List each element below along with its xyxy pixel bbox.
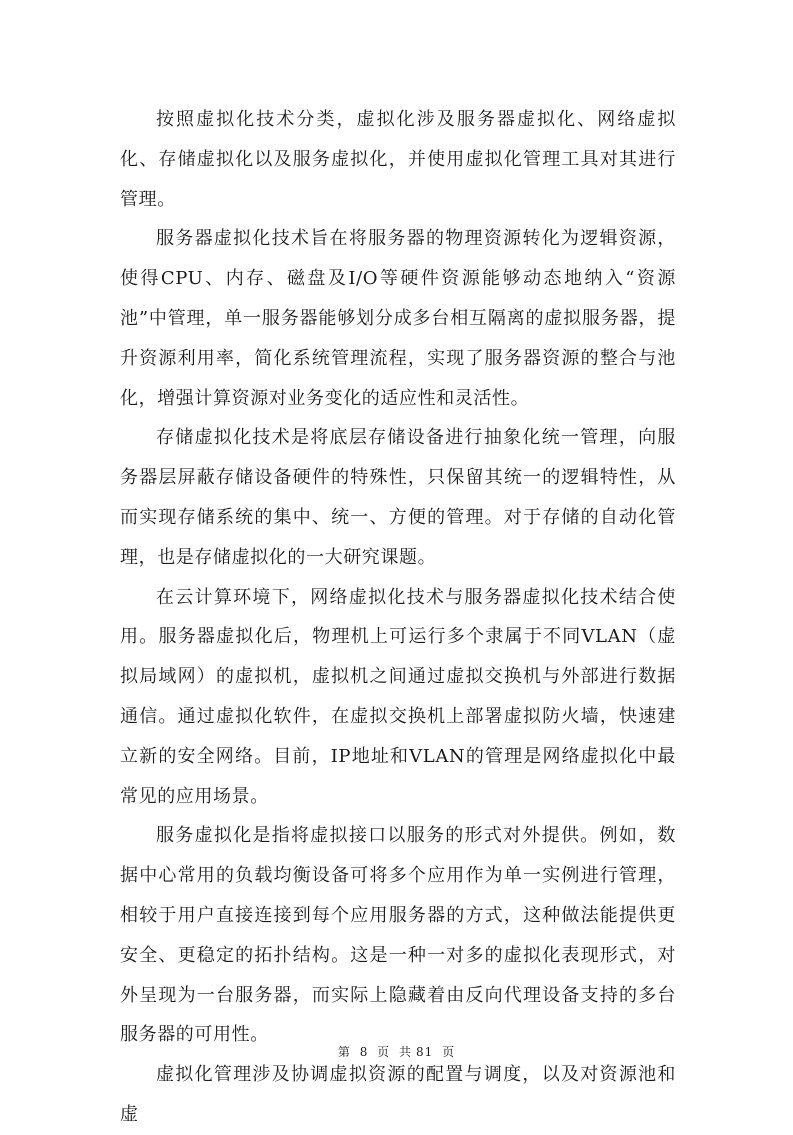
footer-prefix: 第 bbox=[337, 1045, 351, 1059]
footer-suffix: 页 bbox=[442, 1045, 456, 1059]
paragraph-4: 在云计算环境下，网络虚拟化技术与服务器虚拟化技术结合使用。服务器虚拟化后，物理机上可运行多个隶属于不同VLAN（虚拟局域网）的虚拟机，虚拟机之间通过虚拟交换机与外部进行数据通信。通过虚拟化软件，在虚拟交换机上部署虚拟防火墙，快速建立新的安全网络。目前，IP地址和VLAN的管理是网络虚拟化中最常见的应用场景。 bbox=[120, 586, 676, 807]
footer-current-page: 8 bbox=[359, 1045, 369, 1059]
footer-page-word: 页 bbox=[377, 1045, 391, 1059]
paragraph-3: 存储虚拟化技术是将底层存储设备进行抽象化统一管理，向服务器层屏蔽存储设备硬件的特殊性，只保留其统一的逻辑特性，从而实现存储系统的集中、统一、方便的管理。对于存储的自动化管理，也是存储虚拟化的一大研究课题。 bbox=[120, 427, 676, 568]
paragraph-2: 服务器虚拟化技术旨在将服务器的物理资源转化为逻辑资源，使得CPU、内存、磁盘及I/O等硬件资源能够动态地纳入“资源池”中管理，单一服务器能够划分成多台相互隔离的虚拟服务器，提升资源利用率，简化系统管理流程，实现了服务器资源的整合与池化，增强计算资源对业务变化的适应性和灵活性。 bbox=[120, 228, 676, 409]
footer-total-prefix: 共 bbox=[399, 1045, 413, 1059]
page-footer bbox=[0, 1043, 793, 1060]
paragraph-5: 服务虚拟化是指将虚拟接口以服务的形式对外提供。例如，数据中心常用的负载均衡设备可将多个应用作为单一实例进行管理，相较于用户直接连接到每个应用服务器的方式，这种做法能提供更安全、更稳定的拓扑结构。这是一种一对多的虚拟化表现形式，对外呈现为一台服务器，而实际上隐藏着由反向代理设备支持的多台服务器的可用性。 bbox=[120, 825, 676, 1046]
paragraph-1: 按照虚拟化技术分类，虚拟化涉及服务器虚拟化、网络虚拟化、存储虚拟化以及服务虚拟化，并使用虚拟化管理工具对其进行管理。 bbox=[120, 109, 676, 210]
paragraph-6: 虚拟化管理涉及协调虚拟资源的配置与调度，以及对资源池和虚 bbox=[120, 1064, 676, 1125]
footer-total-pages: 81 bbox=[416, 1045, 434, 1059]
body-text bbox=[120, 100, 676, 1135]
